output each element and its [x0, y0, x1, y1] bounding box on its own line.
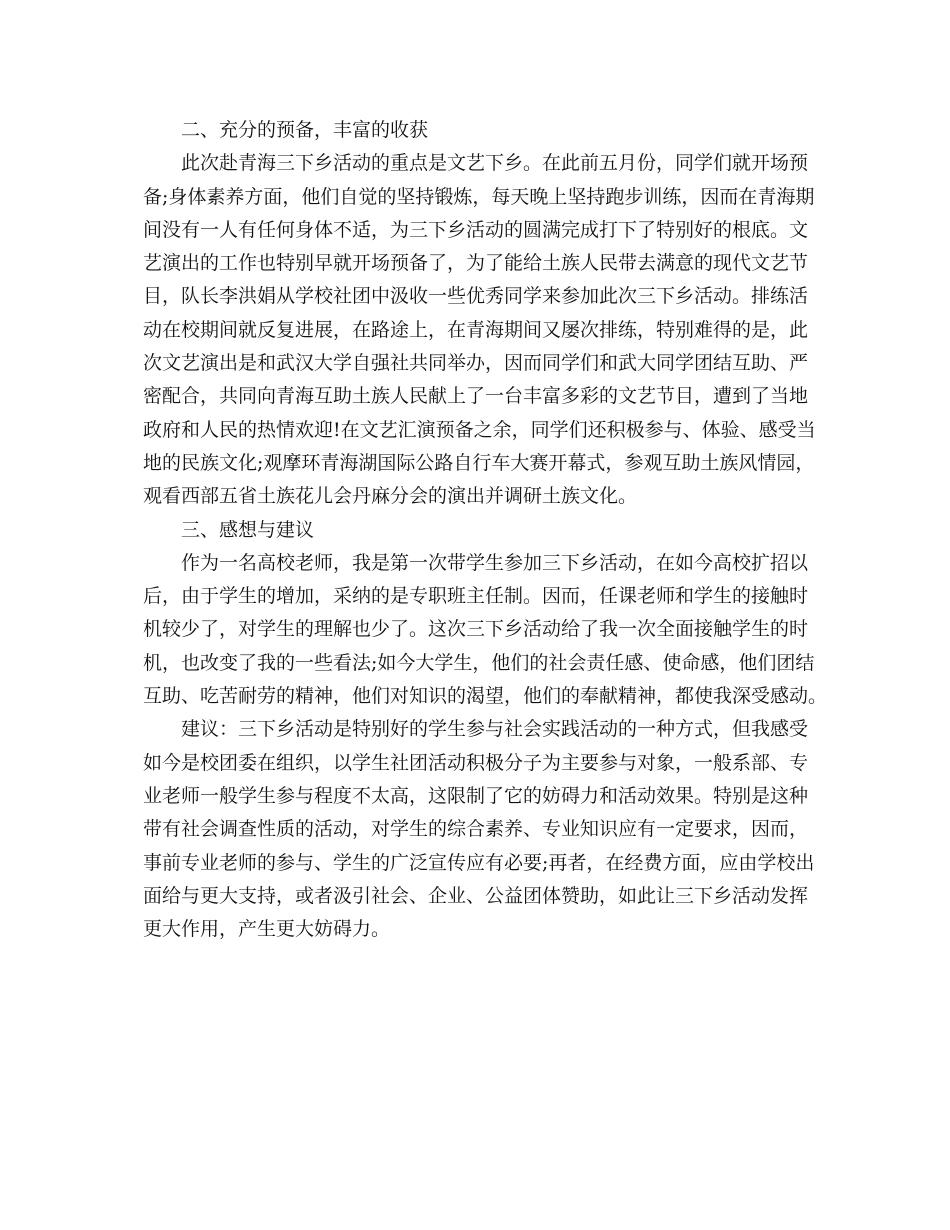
text-line: 地的民族文化;观摩环青海湖国际公路自行车大赛开幕式，参观互助土族风情园， — [143, 451, 815, 474]
section-heading: 二、充分的预备，丰富的收获 — [181, 119, 429, 141]
text-line: 事前专业老师的参与、学生的广泛宣传应有必要;再者，在经费方面，应由学校出 — [143, 851, 815, 874]
section-heading: 三、感想与建议 — [181, 518, 315, 541]
text-line: 政府和人民的热情欢迎!在文艺汇演预备之余，同学们还积极参与、体验、感受当 — [143, 418, 816, 441]
text-line: 面给与更大支持，或者汲引社会、企业、公益团体赞助，如此让三下乡活动发挥 — [143, 884, 809, 907]
text-line: 机较少了，对学生的理解也少了。这次三下乡活动给了我一次全面接触学生的时 — [143, 618, 809, 641]
text-line: 备;身体素养方面，他们自觉的坚持锻炼，每天晚上坚持跑步训练，因而在青海期 — [143, 185, 815, 208]
text-line: 艺演出的工作也特别早就开场预备了，为了能给土族人民带去满意的现代文艺节 — [143, 252, 809, 275]
text-line: 如今是校团委在组织，以学生社团活动积极分子为主要参与对象，一般系部、专 — [143, 751, 809, 774]
text-line: 机，也改变了我的一些看法;如今大学生，他们的社会责任感、使命感，他们团结 — [143, 651, 815, 674]
text-line: 建议：三下乡活动是特别好的学生参与社会实践活动的一种方式，但我感受 — [181, 718, 809, 741]
text-line: 动在校期间就反复进展，在路途上，在青海期间又屡次排练，特别难得的是，此 — [143, 318, 809, 341]
text-line: 业老师一般学生参与程度不太高，这限制了它的妨碍力和活动效果。特别是这种 — [143, 784, 809, 807]
document-body — [143, 114, 828, 946]
text-line: 间没有一人有任何身体不适，为三下乡活动的圆满完成打下了特别好的根底。文 — [143, 218, 809, 241]
text-line: 密配合，共同向青海互助土族人民献上了一台丰富多彩的文艺节目，遭到了当地 — [143, 385, 809, 408]
paragraph — [143, 547, 828, 713]
paragraph — [143, 713, 815, 946]
text-line: 目，队长李洪娟从学校社团中汲收一些优秀同学来参加此次三下乡活动。排练活 — [143, 285, 809, 308]
text-line: 次文艺演出是和武汉大学自强社共同举办，因而同学们和武大同学团结互助、严 — [143, 352, 809, 375]
text-line: 互助、吃苦耐劳的精神，他们对知识的渴望，他们的奉献精神，都使我深受感动。 — [143, 685, 828, 708]
text-line: 更大作用，产生更大妨碍力。 — [143, 918, 391, 941]
text-line: 观看西部五省土族花儿会丹麻分会的演出并调研土族文化。 — [143, 485, 638, 508]
text-line: 此次赴青海三下乡活动的重点是文艺下乡。在此前五月份，同学们就开场预 — [181, 152, 809, 175]
paragraph — [143, 147, 816, 513]
text-line: 带有社会调查性质的活动，对学生的综合素养、专业知识应有一定要求，因而， — [143, 818, 809, 841]
text-line: 作为一名高校老师，我是第一次带学生参加三下乡活动，在如今高校扩招以 — [181, 551, 809, 574]
text-line: 后，由于学生的增加，采纳的是专职班主任制。因而，任课老师和学生的接触时 — [143, 585, 809, 608]
